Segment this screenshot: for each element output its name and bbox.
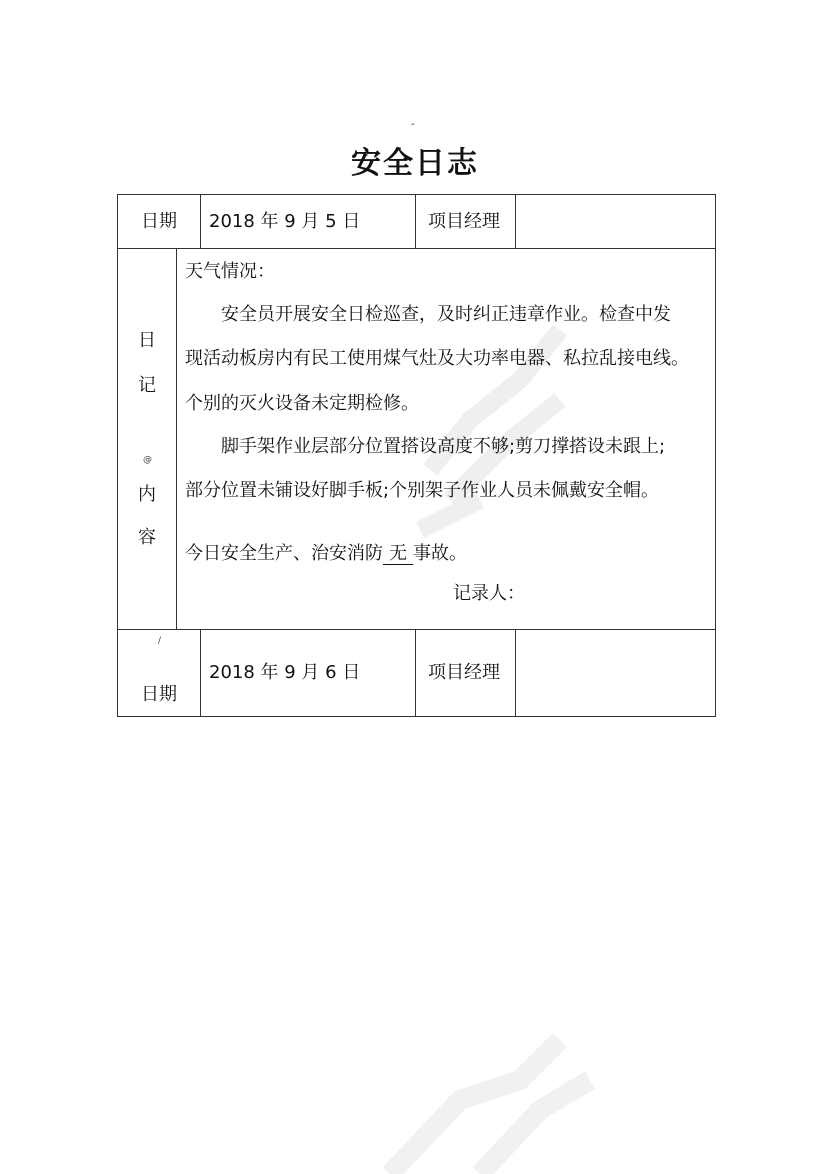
accident-value: 无 xyxy=(383,544,413,565)
accident-prefix: 今日安全生产、治安消防 xyxy=(185,543,383,564)
para1-line1: 安全员开展安全日检巡查，及时纠正违章作业。检查中发 xyxy=(221,304,671,325)
accident-suffix: 事故。 xyxy=(413,543,467,564)
row3-manager-label: 项目经理 xyxy=(428,662,500,683)
side-char-nei: 内 xyxy=(138,484,156,505)
row1-manager-label: 项目经理 xyxy=(428,211,500,232)
weather-label: 天气情况： xyxy=(185,261,275,282)
row1-date-value-cell xyxy=(200,194,416,249)
row3-date-value-cell xyxy=(200,629,416,717)
page-title: 安全日志 xyxy=(351,146,479,181)
side-char-rong: 容 xyxy=(138,527,156,548)
row1-manager-value-cell xyxy=(515,194,716,249)
accident-line xyxy=(185,543,467,565)
para2-line1: 脚手架作业层部分位置搭设高度不够;剪刀撑搭设未跟上; xyxy=(221,436,666,457)
side-char-ji: 记 xyxy=(138,375,156,396)
row3-manager-value-cell xyxy=(515,629,716,717)
row1-date-value: 2018 年 9 月 5 日 xyxy=(209,211,361,232)
row1-date-label-cell xyxy=(117,194,201,249)
para1-line3: 个别的灭火设备未定期检修。 xyxy=(185,393,419,414)
row3-date-value: 2018 年 9 月 6 日 xyxy=(209,662,361,683)
para1-line2: 现活动板房内有民工使用煤气灶及大功率电器、私拉乱接电线。 xyxy=(185,348,689,369)
side-at-mark: @ xyxy=(143,455,152,465)
row1-date-label: 日期 xyxy=(141,211,177,232)
side-char-ri: 日 xyxy=(138,330,156,351)
row3-date-label-cell xyxy=(117,629,201,717)
content-side-cell xyxy=(117,248,177,630)
row3-manager-label-cell xyxy=(415,629,516,717)
row1-manager-label-cell xyxy=(415,194,516,249)
top-dash-mark: - xyxy=(411,119,415,130)
row3-date-label: 日期 xyxy=(141,684,177,705)
recorder-label: 记录人： xyxy=(453,583,525,604)
row3-corner-mark: / xyxy=(158,636,162,646)
para2-line2: 部分位置未铺设好脚手板;个别架子作业人员未佩戴安全帽。 xyxy=(185,480,660,501)
